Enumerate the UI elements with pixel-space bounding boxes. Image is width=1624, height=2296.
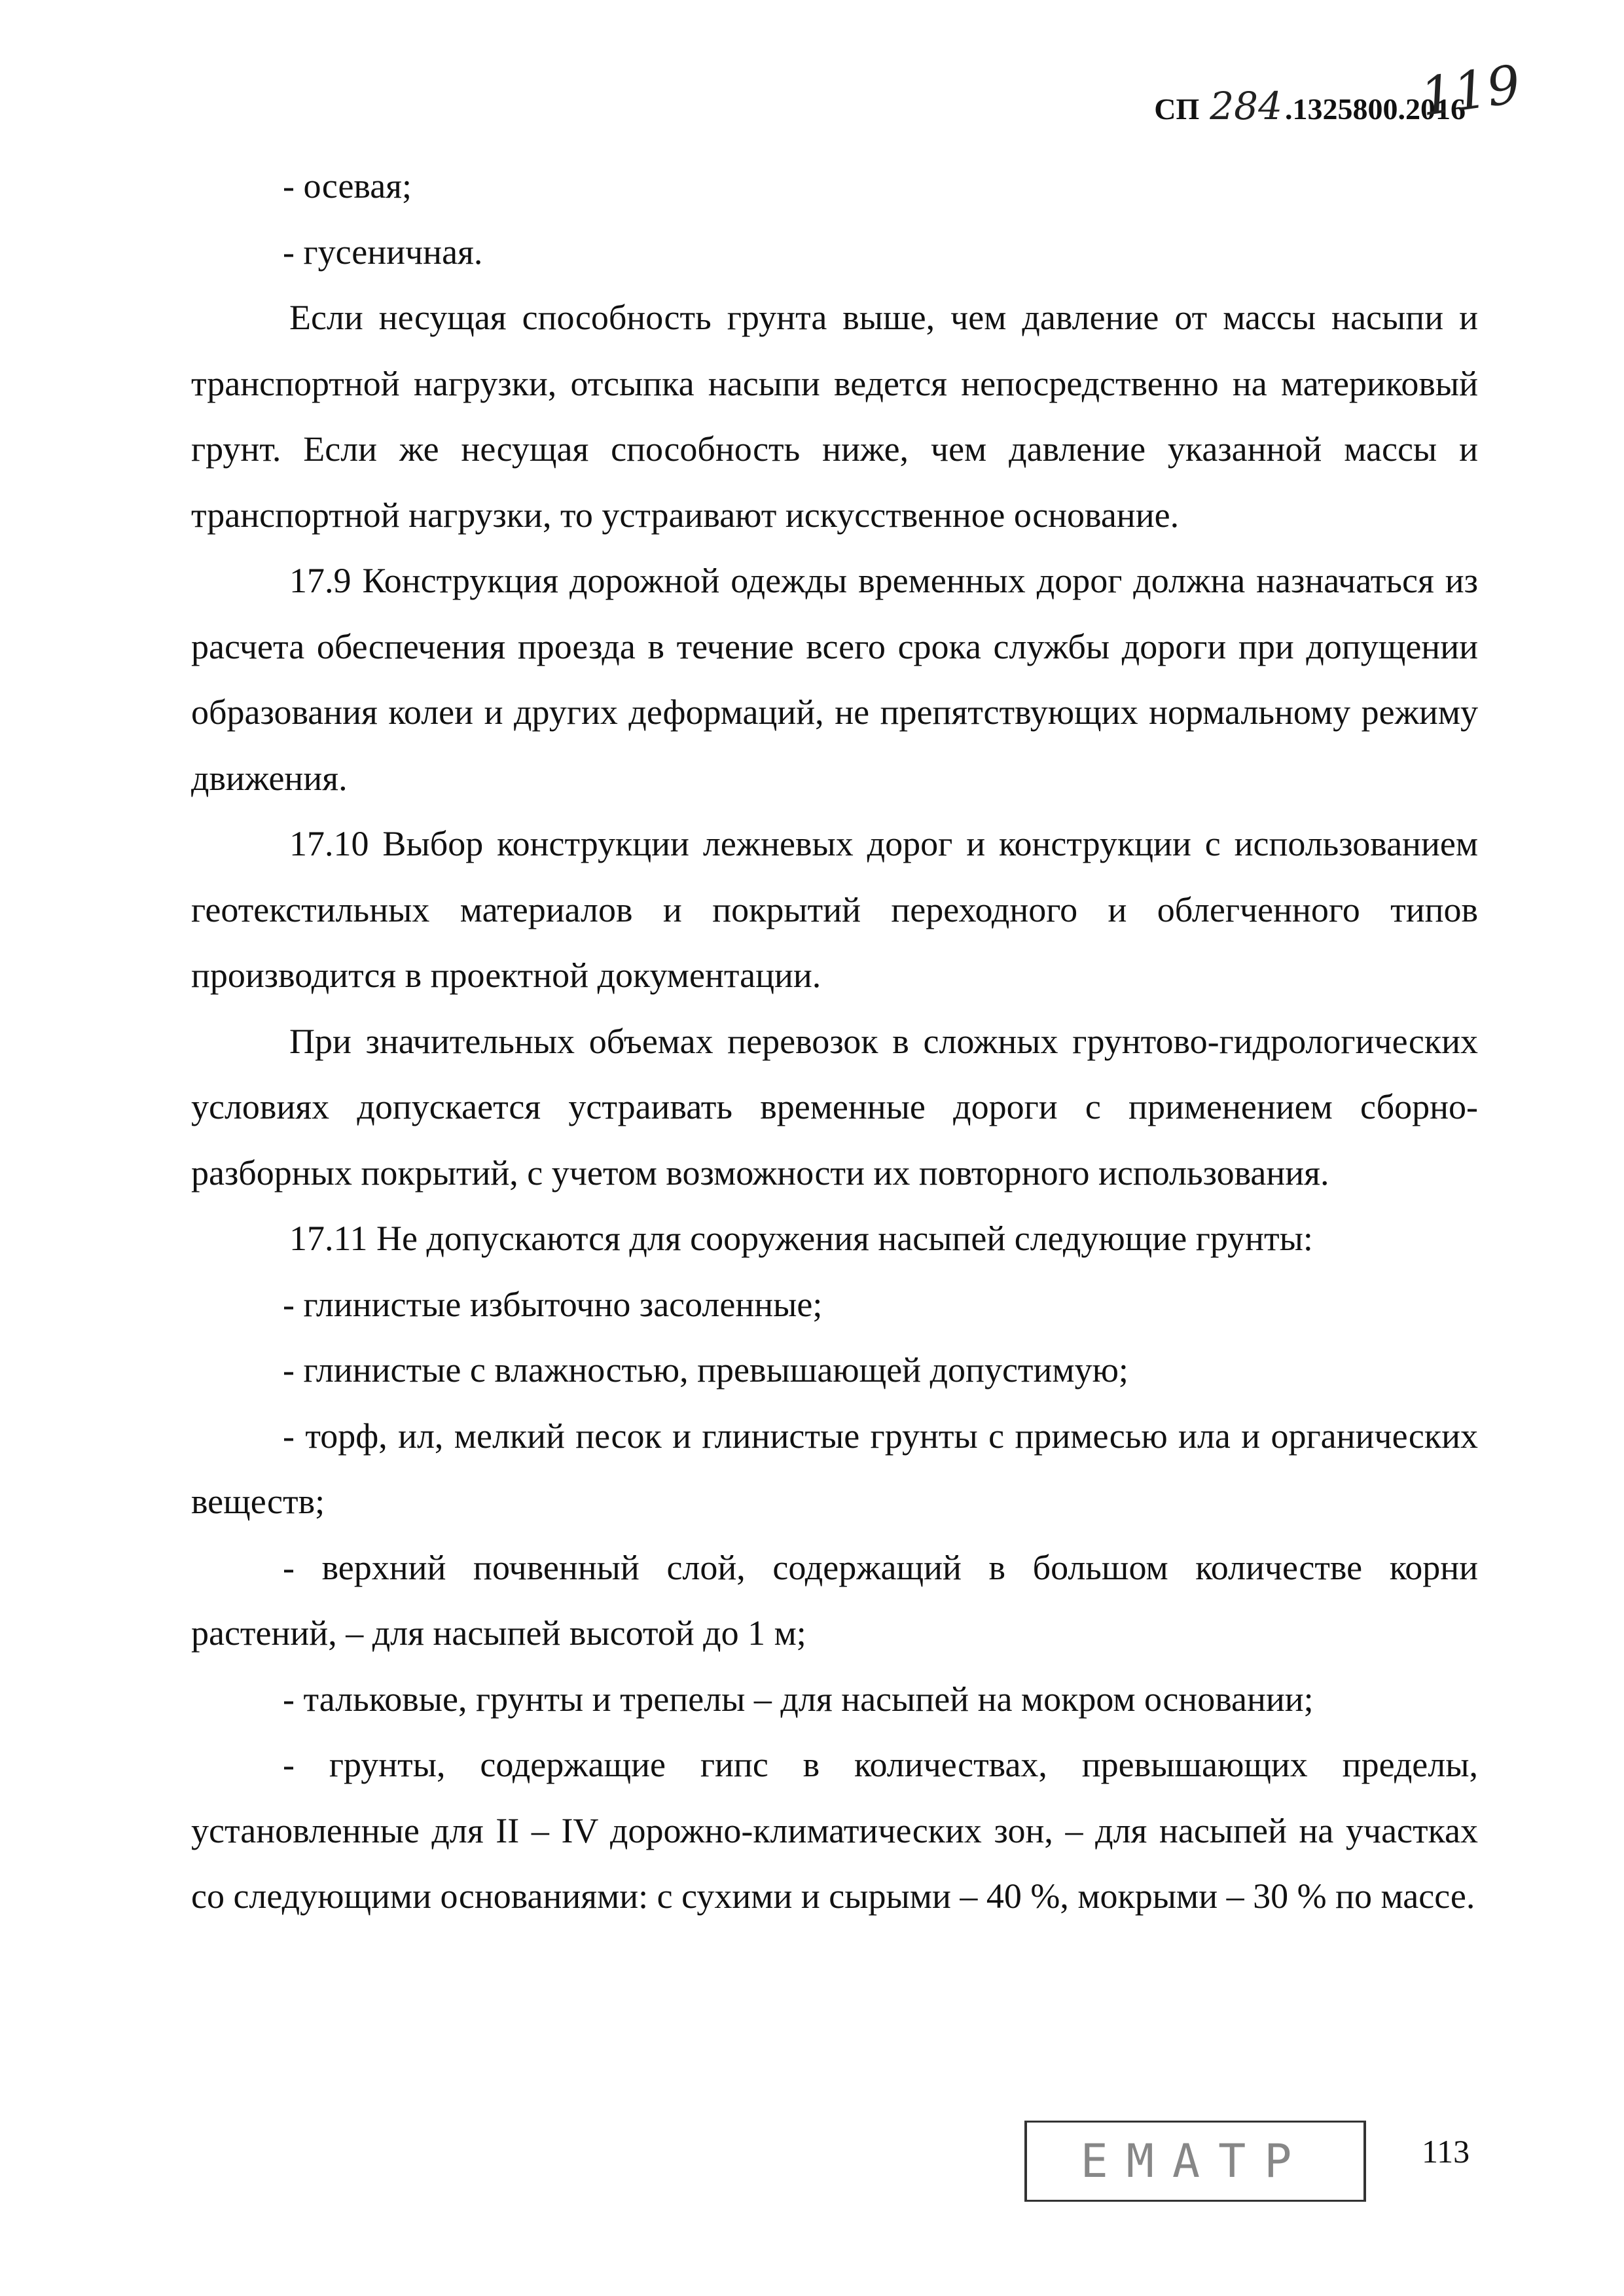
standard-prefix: СП xyxy=(1154,92,1200,126)
list-item-gypsum: - грунты, содержащие гипс в количествах, превышающих пределы, установленные для II – IV дорожно-климатических зон, – для насыпей на участках со следующими основаниями: с сухими и сырыми – 40 %, мокрыми – 30 % по массе. xyxy=(191,1745,1478,1916)
paragraph-17-9: 17.9 Конструкция дорожной одежды временных дорог должна назначаться из расчета обеспечения проезда в течение всего срока службы дороги при допущении образования колеи и других деформаций, не препятствующих нормальному режиму движения. xyxy=(191,561,1478,798)
document-header xyxy=(1154,84,1466,128)
stamp-text: ЕМАТР xyxy=(1080,2134,1310,2188)
page-number: 113 xyxy=(1422,2133,1470,2170)
paragraph-17-11: 17.11 Не допускаются для сооружения насыпей следующие грунты: xyxy=(289,1219,1313,1258)
standard-code: .1325800.2016 xyxy=(1285,92,1466,126)
list-item-topsoil: - верхний почвенный слой, содержащий в большом количестве корни растений, – для насыпей высотой до 1 м; xyxy=(191,1547,1478,1653)
paragraph-bearing-capacity: Если несущая способность грунта выше, чем давление от массы насыпи и транспортной нагрузки, отсыпка насыпи ведется непосредственно на материковый грунт. Если же несущая способность ниже, чем давление указанной массы и транспортной нагрузки, то устраивают искусственное основание. xyxy=(191,298,1478,535)
list-item-tracked: - гусеничная. xyxy=(283,232,483,272)
handwritten-sheet-number: 119 xyxy=(1416,53,1525,128)
list-item-wet-clay: - глинистые с влажностью, превышающей допустимую; xyxy=(283,1350,1128,1390)
registration-stamp xyxy=(1024,2121,1366,2202)
list-item-axial: - осевая; xyxy=(283,166,412,206)
list-item-talc: - тальковые, грунты и трепелы – для насыпей на мокром основании; xyxy=(283,1679,1314,1719)
handwritten-standard-number: 284 xyxy=(1210,84,1282,128)
list-item-saline-clay: - глинистые избыточно засоленные; xyxy=(283,1284,823,1324)
list-item-peat-silt: - торф, ил, мелкий песок и глинистые грунты с примесью ила и органических веществ; xyxy=(191,1416,1478,1521)
paragraph-17-10: 17.10 Выбор конструкции лежневых дорог и конструкции с использованием геотекстильных материалов и покрытий переходного и облегченного типов производится в проектной документации. xyxy=(191,824,1478,995)
paragraph-large-volumes: При значительных объемах перевозок в сложных грунтово-гидрологических условиях допускается устраивать временные дороги с применением сборно-разборных покрытий, с учетом возможности их повторного использования. xyxy=(191,1021,1478,1193)
document-body xyxy=(191,153,1478,1929)
